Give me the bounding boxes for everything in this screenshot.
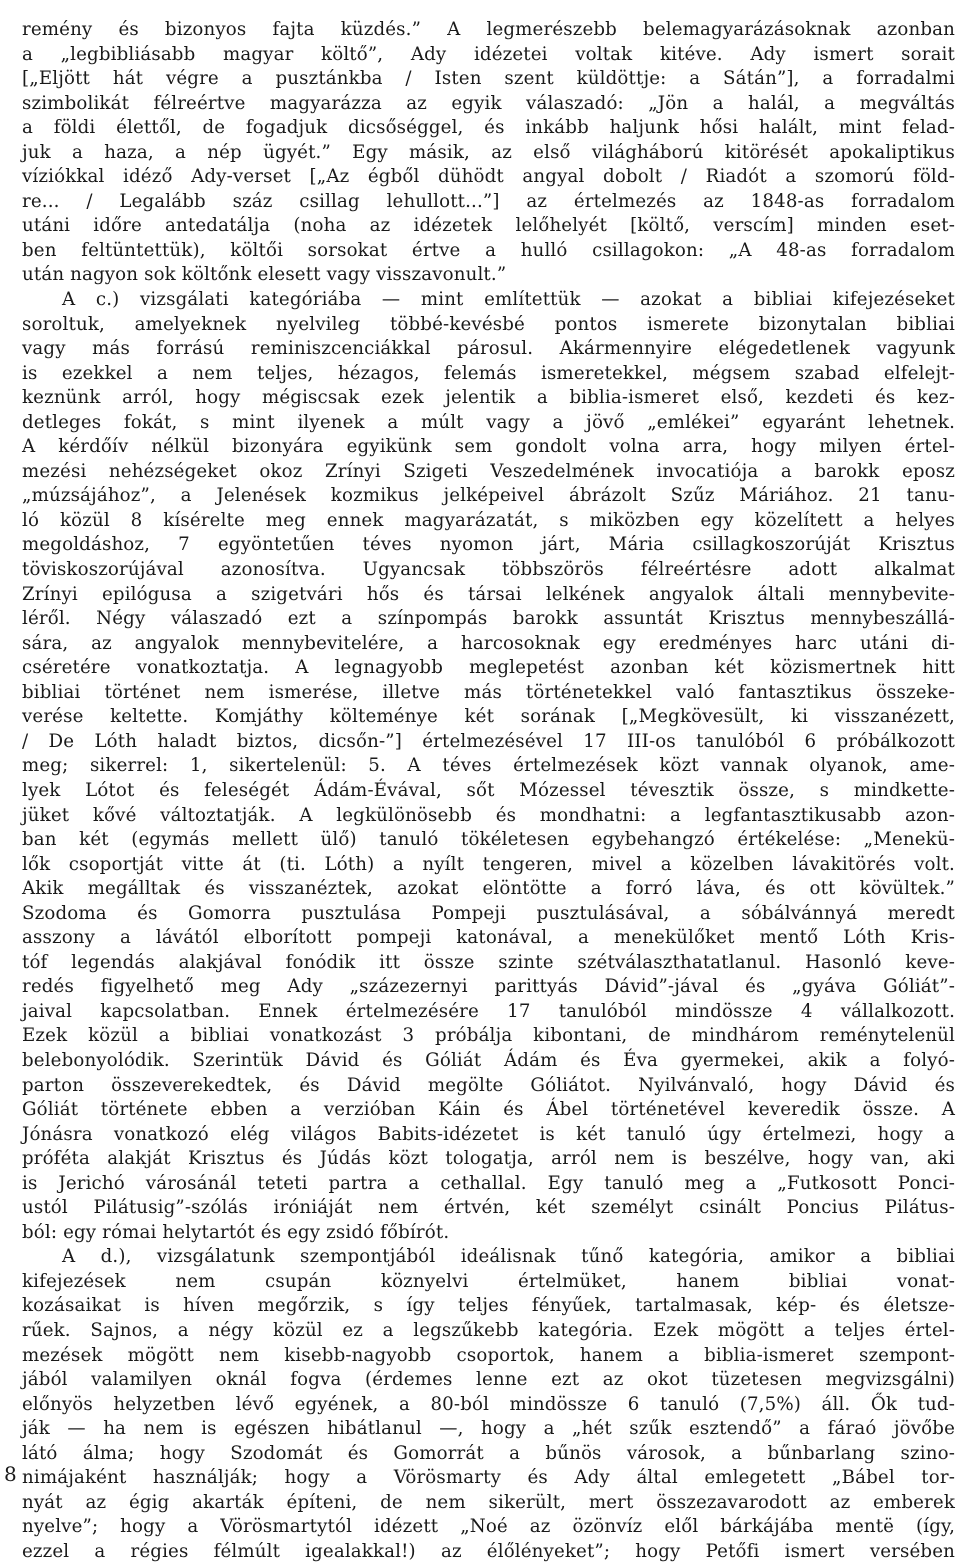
text-line: re... / Legalább száz csillag lehullott...”] az értelmezés az 1848-as forradalom bbox=[22, 190, 955, 212]
text-line: után nagyon sok költőnk elesett vagy visszavonult.” bbox=[22, 264, 507, 286]
text-line: detleges fokát, s mint ilyenek a múlt vagy a jövő „emlékei” egyaránt lehetnek. bbox=[22, 411, 955, 433]
text-line: ban két (egymás mellett ülő) tanuló tökéletesen egybehangzó értékelése: „Menekü- bbox=[22, 829, 955, 851]
text-line: mezési nehézségeket okoz Zrínyi Szigeti Veszedelmének invocatiója a barokk eposz bbox=[22, 460, 955, 482]
text-line: „múzsájához”, a Jelenések kozmikus jelképeivel ábrázolt Szűz Máriához. 21 tanu- bbox=[22, 485, 955, 507]
text-line: A kérdőív nélkül bizonyára egyikünk sem gondolt volna arra, hogy milyen értel- bbox=[22, 436, 955, 458]
text-line: Jónásra vonatkozó elég világos Babits-idézetet is két tanuló úgy értelmezi, hogy a bbox=[22, 1123, 955, 1145]
text-line: juk a haza, a nép ügyét.” Egy másik, az első világháború kitörését apokaliptikus bbox=[22, 141, 955, 163]
text-line: cséretére vonatkoztatja. A legnagyobb meglepetést azonban két közismertnek hitt bbox=[22, 657, 955, 679]
text-line: léről. Négy válaszadó ezt a színpompás barokk assuntát Krisztus mennybeszállá- bbox=[22, 608, 955, 630]
text-line: látó álma; hogy Szodomát és Gomorrát a bűnös városok, a bűnbarlang szino- bbox=[22, 1442, 955, 1464]
text-line: nimájaként használják; hogy a Vörösmarty és Ady által emlegetett „Bábel tor- bbox=[22, 1467, 955, 1489]
text-line: is Jerichó városánál teteti partra a cethallal. Egy tanuló meg a „Futkosott Ponci- bbox=[22, 1172, 955, 1194]
text-line: ustól Pilátusig”-szólás iróniáját nem értvén, két személyt csinált Poncius Pilátus- bbox=[22, 1197, 955, 1219]
text-line: lyek Lótot és feleségét Ádám-Évával, sőt Mózessel tévesztik össze, s mindkette- bbox=[22, 779, 955, 801]
text-line: vagy más forrású reminiszcenciákkal párosul. Akármennyire elégedetlenek vagyunk bbox=[22, 338, 955, 360]
text-line: A c.) vizsgálati kategóriába — mint említettük — azokat a bibliai kifejezéseket bbox=[62, 289, 955, 311]
document-page bbox=[22, 18, 955, 1562]
text-line: nyelve”; hogy a Vörösmartytól idézett „Noé az özönvíz elől bárkájába mentë (így, bbox=[22, 1516, 955, 1538]
text-line: rűek. Sajnos, a négy közül ez a legszűkebb kategória. Ezek mögött a teljes értel- bbox=[22, 1319, 955, 1341]
text-line: utáni időre antedatálja (noha az idézetek lelőhelyét [költő, verscím] minden eset- bbox=[22, 215, 955, 237]
text-line: Zrínyi epilógusa a szigetvári hős és társai lelkének angyalok általi mennybevite- bbox=[22, 583, 955, 605]
text-line: belebonyolódik. Szerintük Dávid és Góliát Ádám és Éva gyermekei, akik a folyó- bbox=[22, 1049, 955, 1071]
text-line: Ezek közül a bibliai vonatkozást 3 próbálja kibontani, de mindhárom reménytelenül bbox=[22, 1025, 955, 1047]
text-line: lők csoportját vitte át (ti. Lóth) a nyílt tengeren, mivel a közelben lávakitörés volt. bbox=[22, 853, 955, 875]
text-line: Góliát története ebben a verzióban Káin és Ábel történetével keveredik össze. A bbox=[22, 1099, 955, 1121]
text-line: verése keltette. Komjáthy költeménye két sorának [„Megkövesült, ki visszanézett, bbox=[22, 706, 955, 728]
text-line: ják — ha nem is egészen hibátlanul —, hogy a „hét szűk esztendő” a fáraó jövőbe bbox=[22, 1418, 955, 1440]
text-line: remény és bizonyos fajta küzdés.” A legmerészebb belemagyarázásoknak azonban bbox=[22, 19, 955, 40]
text-line: jüket kővé változtatják. A legkülönösebb és mondhatni: a legfantasztikusabb azon- bbox=[22, 804, 955, 826]
text-line: víziókkal idéző Ady-verset [„Az égből dühödt angyal dobolt / Riadót a szomorú föld- bbox=[22, 166, 955, 188]
text-line: bibliai történet nem ismerése, illetve más történetekkel való fantasztikus összeke- bbox=[22, 681, 955, 703]
text-line: előnyös helyzetben lévő egyének, a 80-ból mindössze 6 tanuló (7,5%) áll. Ők tud- bbox=[22, 1393, 955, 1415]
text-line: szimbolikát félreértve magyarázza az egyik válaszadó: „Jön a halál, a megváltás bbox=[22, 92, 955, 114]
text-line: ból: egy római helytartót és egy zsidó főbírót. bbox=[22, 1221, 450, 1243]
text-line: [„Eljött hát végre a pusztánkba / Isten szent küldöttje: a Sátán”], a forradalmi bbox=[22, 68, 955, 90]
text-line: megoldáshoz, 7 egyöntetűen téves nyomon járt, Mária csillagkoszorúját Krisztus bbox=[22, 534, 955, 556]
text-line: próféta alakját Krisztus és Júdás közt tologatja, arról nem is beszélve, hogy van, aki bbox=[22, 1148, 955, 1170]
text-line: mezések mögött nem kisebb-nagyobb csoportok, hanem a biblia-ismeret szempont- bbox=[22, 1344, 955, 1366]
text-line: A d.), vizsgálatunk szempontjából ideálisnak tűnő kategória, amikor a bibliai bbox=[62, 1246, 955, 1268]
text-line: Akik megálltak és visszanéztek, azokat elöntötte a forró láva, és ott kövültek.” bbox=[22, 878, 955, 900]
text-line: ben feltüntettük), költői sorsokat értve a hulló csillagokon: „A 48-as forradalom bbox=[22, 239, 955, 261]
body-text bbox=[22, 18, 955, 1564]
text-line: nyát az égig akarták építeni, de nem sikerült, mert összezavarodott az emberek bbox=[22, 1491, 955, 1513]
text-line: a „legbibliásabb magyar költő”, Ady idézetei voltak kitéve. Ady ismert sorait bbox=[22, 43, 955, 65]
text-line: / De Lóth haladt biztos, dicsőn-”] értelmezésével 17 III-os tanulóból 6 próbálkozott bbox=[22, 730, 955, 752]
text-line: töviskoszorújával azonosítva. Ugyancsak többszörös félreértésre adott alkalmat bbox=[22, 559, 955, 581]
text-line: redés figyelhető meg Ady „százezernyi parittyás Dávid”-jával és „gyáva Góliát”- bbox=[22, 976, 955, 998]
text-line: Szodoma és Gomorra pusztulása Pompeji pusztulásával, a sóbálvánnyá meredt bbox=[22, 902, 955, 924]
text-line: tóf legendás alakjával fonódik itt össze szinte szétválaszthatatlanul. Hasonló keve- bbox=[22, 951, 955, 973]
text-line: ezzel a régies félmúlt igealakkal!) az élőlényeket”; hogy Petőfi ismert versében bbox=[22, 1540, 955, 1562]
page-number: 8 bbox=[4, 1462, 17, 1486]
text-line: asszony a lávától elborított pompeji katonával, a menekülőket mentő Lóth Kris- bbox=[22, 927, 955, 949]
text-line: a földi élettől, de fogadjuk dicsőséggel, és inkább haljunk hősi halált, mint felad- bbox=[22, 117, 955, 139]
text-line: kozásaikat is híven megőrzik, s így teljes fényűek, tartalmasak, kép- és életsze- bbox=[22, 1295, 955, 1317]
text-line: meg; sikerrel: 1, sikertelenül: 5. A téves értelmezések közt vannak olyanok, ame- bbox=[22, 755, 955, 777]
text-line: sára, az angyalok mennybevitelére, a harcosoknak egy eredményes harc utáni di- bbox=[22, 632, 955, 654]
text-line: kifejezések nem csupán köznyelvi értelmüket, hanem bibliai vonat- bbox=[22, 1270, 955, 1292]
text-line: jából valamilyen oknál fogva (érdemes lenne ezt az okot tüzetesen megvizsgálni) bbox=[22, 1369, 955, 1391]
text-line: ló közül 8 kísérelte meg ennek magyarázatát, s miközben egy közelített a helyes bbox=[22, 509, 955, 531]
text-line: jaival kapcsolatban. Ennek értelmezésére 17 tanulóból mindössze 4 vállalkozott. bbox=[22, 1000, 955, 1022]
text-line: parton összeverekedtek, és Dávid megölte Góliátot. Nyilvánvaló, hogy Dávid és bbox=[22, 1074, 955, 1096]
text-line: keznünk arról, hogy mégiscsak ezek jelentik a biblia-ismeret első, kezdeti és kez- bbox=[22, 387, 955, 409]
text-line: soroltuk, amelyeknek nyelvileg többé-kevésbé pontos ismerete bizonytalan bibliai bbox=[22, 313, 955, 335]
text-line: is ezekkel a nem teljes, hézagos, felemás ismeretekkel, mégsem szabad elfelejt- bbox=[22, 362, 955, 384]
